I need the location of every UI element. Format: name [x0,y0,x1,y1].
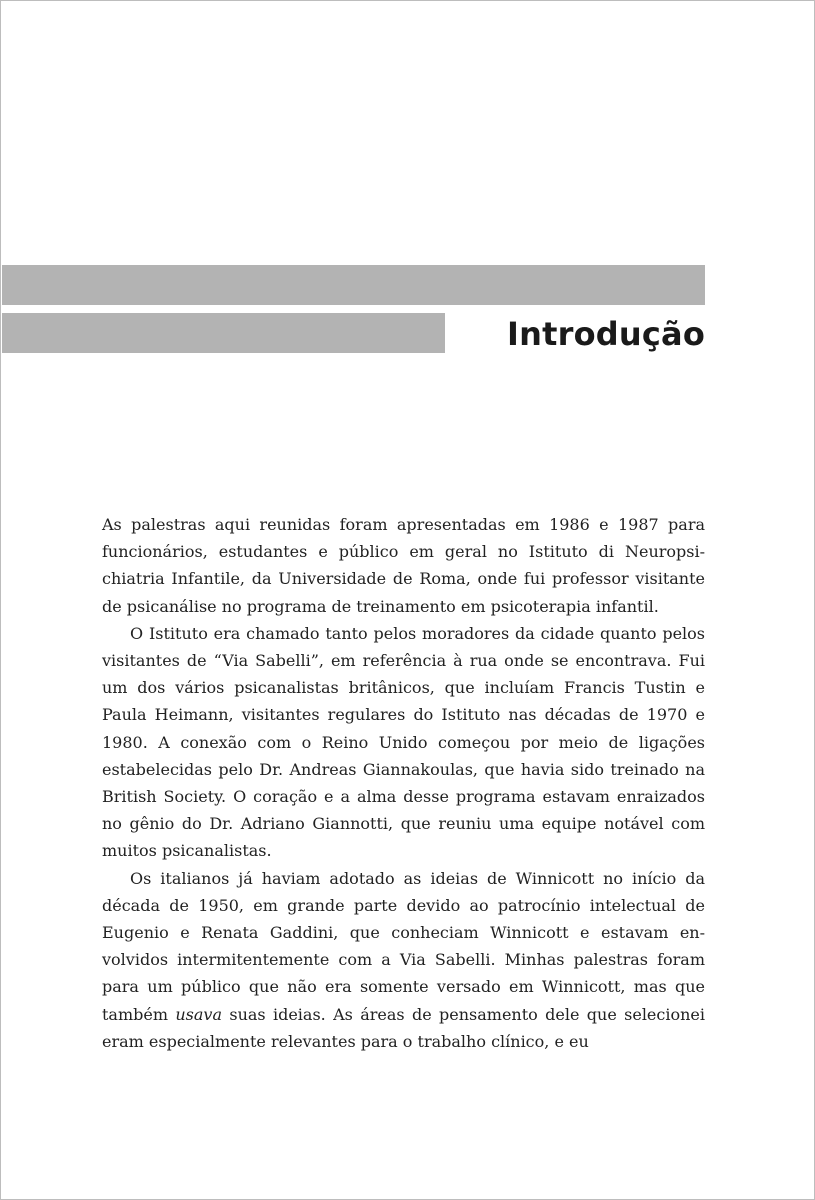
paragraph-3-text-after: suas ideias. As áreas de pensamento dele que selecionei eram especialmente relevantes para o trabalho clínico, e eu [102,1004,706,1051]
paragraph-3 [102,865,705,1055]
paragraph-2: O Istituto era chamado tanto pelos moradores da cidade quanto pelos visitantes de “Via Sabelli”, em referência à rua onde se encontrava. Fui um dos vários psicanalistas britânicos, que incluíam Francis Tustin e Paula Heimann, visitantes regulares do Istituto nas décadas de 1970 e 1980. A conexão com o Reino Unido começou por meio de ligações estabelecidas pelo Dr. Andreas Giannakoulas, que havia sido treinado na British Society. O coração e a alma desse programa estavam enraizados no gênio do Dr. Adriano Giannotti, que reuniu uma equipe notável com muitos psicanalistas. [102,623,705,861]
paragraph-3-text-before: Os italianos já haviam adotado as ideias de Winnicott no início da década de 1950, em grande parte devido ao patrocínio intelectual de Eugenio e Renata Gaddini, que conheciam Winnicott e estavam envolvidos intermitentemente com a Via Sabelli. Minhas palestras foram para um público que não era somente versado em Winnicott, mas que também [102,868,705,1024]
paragraph-3-emphasis: usava [175,1004,223,1024]
paragraph-1: As palestras aqui reunidas foram apresentadas em 1986 e 1987 para funcionários, estudantes e público em geral no Istituto di Neuropsichiatria Infantile, da Universidade de Roma, onde fui professor visitante de psicanálise no programa de treinamento em psicoterapia infantil. [102,515,705,616]
body-text [102,511,705,1055]
chapter-header-bar-top [2,265,705,305]
chapter-header-bar-bottom [2,313,445,353]
chapter-title: Introdução [507,315,705,353]
